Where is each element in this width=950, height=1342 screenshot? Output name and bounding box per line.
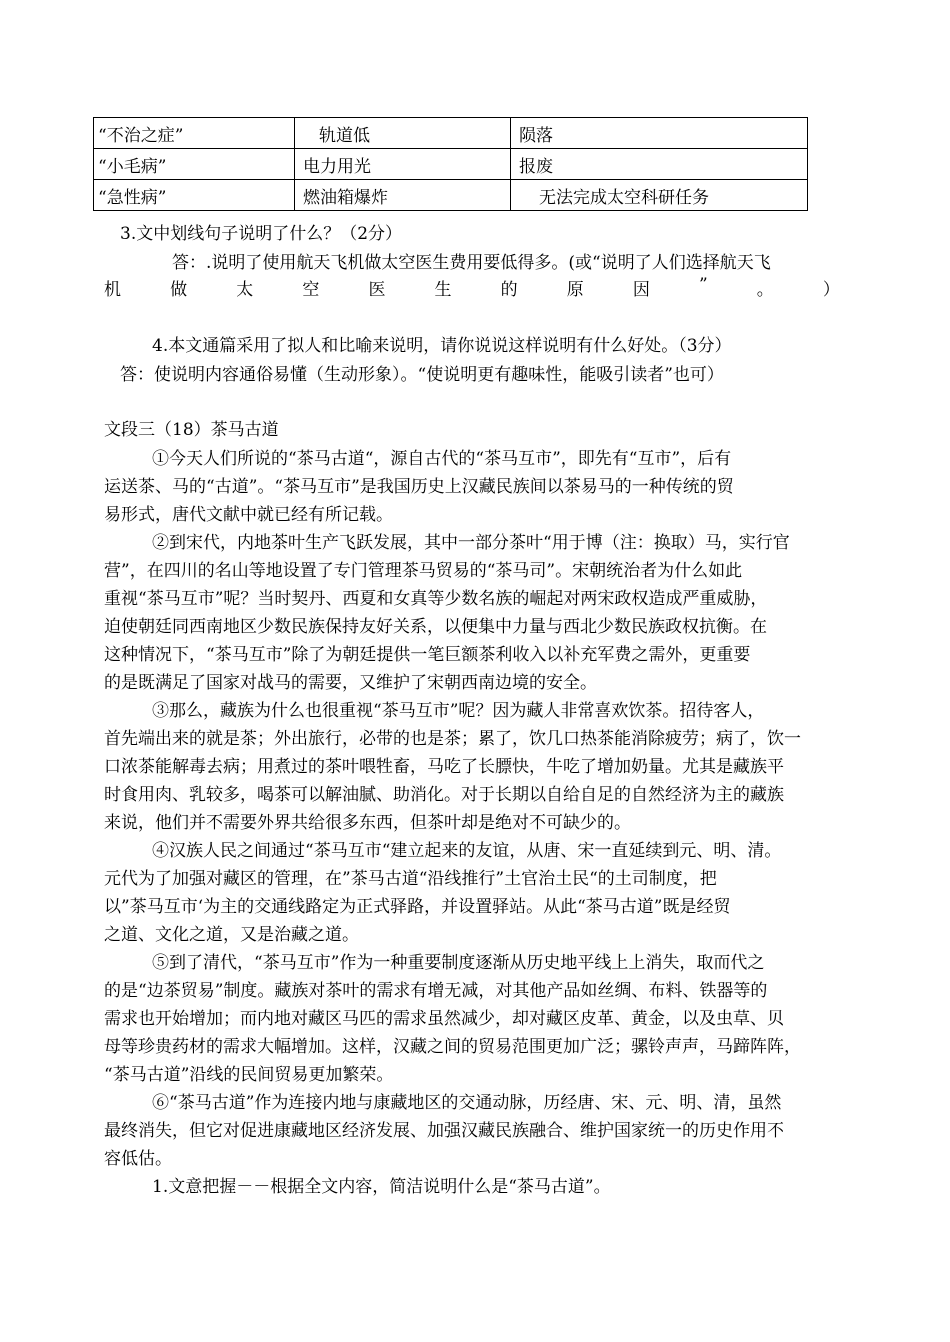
answer-3-line1: 答：.说明了使用航天飞机做太空医生费用要低得多。(或“说明了人们选择航天飞 (172, 253, 771, 273)
paragraph-line: 来说，他们并不需要外界共给很多东西，但茶叶却是绝对不可缺少的。 (104, 813, 631, 833)
paragraph-line: ②到宋代，内地茶叶生产飞跃发展，其中一部分茶叶“用于博（注：换取）马，实行官 (152, 533, 790, 553)
paragraph-line: ④汉族人民之间通过“茶马互市“建立起来的友谊，从唐、宋一直延续到元、明、清。 (152, 841, 782, 861)
table-cell: 燃油箱爆炸 (295, 180, 511, 211)
paragraph-line: 之道、文化之道，又是治藏之道。 (104, 925, 359, 945)
answer-table (93, 117, 808, 211)
table-cell: “急性病” (94, 180, 295, 211)
answer-char: 空 (302, 280, 320, 300)
table-cell: 无法完成太空科研任务 (511, 180, 808, 211)
paragraph-line: 最终消失，但它对促进康藏地区经济发展、加强汉藏民族融合、维护国家统一的历史作用不 (104, 1121, 784, 1141)
table-cell: 陨落 (511, 118, 808, 149)
paragraph-line: ③那么，藏族为什么也很重视“茶马互市”呢？因为藏人非常喜欢饮茶。招待客人， (152, 701, 765, 721)
paragraph-line: 口浓茶能解毒去病；用煮过的茶叶喂牲畜，马吃了长膘快，牛吃了增加奶量。尤其是藏族平 (104, 757, 784, 777)
paragraph-line: 营”，在四川的名山等地设置了专门管理茶马贸易的“茶马司”。宋朝统治者为什么如此 (104, 561, 743, 581)
paragraph-line: 的是“边茶贸易”制度。藏族对茶叶的需求有增无减，对其他产品如丝绸、布料、铁器等的 (104, 981, 768, 1001)
answer-char: 因 (632, 280, 650, 300)
table-row (94, 118, 808, 149)
table-cell: “不治之症” (94, 118, 295, 149)
paragraph-line: 的是既满足了国家对战马的需要，又维护了宋朝西南边境的安全。 (104, 673, 597, 693)
paragraph-line: ⑤到了清代，“茶马互市”作为一种重要制度逐渐从历史地平线上上消失，取而代之 (152, 953, 765, 973)
table-cell: 电力用光 (295, 149, 511, 180)
paragraph-line: 需求也开始增加；而内地对藏区马匹的需求虽然减少，却对藏区皮革、黄金，以及虫草、贝 (104, 1009, 784, 1029)
answer-char: ） (822, 280, 840, 300)
section-heading: 文段三（18）茶马古道 (104, 420, 279, 440)
paragraph-line: 这种情况下，“茶马互市”除了为朝廷提供一笔巨额茶利收入以补充军费之需外，更重要 (104, 645, 751, 665)
answer-char: 机 (104, 280, 121, 300)
paragraph-line: 时食用肉、乳较多，喝茶可以解油腻、助消化。对于长期以自给自足的自然经济为主的藏族 (104, 785, 784, 805)
paragraph-line: 重视“茶马互市”呢？当时契丹、西夏和女真等少数名族的崛起对两宋政权造成严重威胁， (104, 589, 768, 609)
answer-char: 生 (434, 280, 452, 300)
answer-char: 。 (756, 280, 774, 300)
paragraph-line: 首先端出来的就是茶；外出旅行，必带的也是茶；累了，饮几口热茶能消除疲劳；病了，饮一 (104, 729, 801, 749)
paragraph-line: ①今天人们所说的“茶马古道“，源自古代的“茶马互市”，即先有“互市”，后有 (152, 449, 732, 469)
paragraph-line: “茶马古道”沿线的民间贸易更加繁荣。 (104, 1065, 394, 1085)
paragraph-line: 容低估。 (104, 1149, 172, 1169)
paragraph-line: 运送茶、马的“古道”。“茶马互市”是我国历史上汉藏民族间以茶易马的一种传统的贸 (104, 477, 734, 497)
answer-char: 做 (170, 280, 188, 300)
answer-4: 答：使说明内容通俗易懂（生动形象）。“使说明更有趣味性，能吸引读者”也可） (120, 365, 724, 385)
table-row (94, 149, 808, 180)
paragraph-line: 迫使朝廷同西南地区少数民族保持友好关系，以便集中力量与西北少数民族政权抗衡。在 (104, 617, 767, 637)
question-1: 1.文意把握－－根据全文内容，简洁说明什么是“茶马古道”。 (152, 1177, 611, 1197)
table-cell: 报废 (511, 149, 808, 180)
answer-char: 原 (566, 280, 584, 300)
table-cell: “小毛病” (94, 149, 295, 180)
answer-3-line2 (104, 275, 840, 300)
paragraph-line: 母等珍贵药材的需求大幅增加。这样，汉藏之间的贸易范围更加广泛；骡铃声声，马蹄阵阵， (104, 1037, 801, 1057)
question-3: 3.文中划线句子说明了什么？（2分） (120, 224, 403, 244)
paragraph-line: 以”茶马互市‘为主的交通线路定为正式驿路，并设置驿站。从此“茶马古道”既是经贸 (104, 897, 731, 917)
paragraph-line: 元代为了加强对藏区的管理，在”茶马古道“沿线推行”土官治土民“的土司制度，把 (104, 869, 717, 889)
answer-char: 医 (368, 280, 386, 300)
question-4: 4.本文通篇采用了拟人和比喻来说明，请你说说这样说明有什么好处。（3分） (152, 336, 732, 356)
paragraph-line: 易形式，唐代文献中就已经有所记载。 (104, 505, 393, 525)
table-row (94, 180, 808, 211)
answer-char: 的 (500, 280, 518, 300)
table-cell: 轨道低 (295, 118, 511, 149)
answer-char: 太 (236, 280, 254, 300)
answer-char: ” (698, 275, 708, 295)
paragraph-line: ⑥“茶马古道”作为连接内地与康藏地区的交通动脉，历经唐、宋、元、明、清，虽然 (152, 1093, 782, 1113)
